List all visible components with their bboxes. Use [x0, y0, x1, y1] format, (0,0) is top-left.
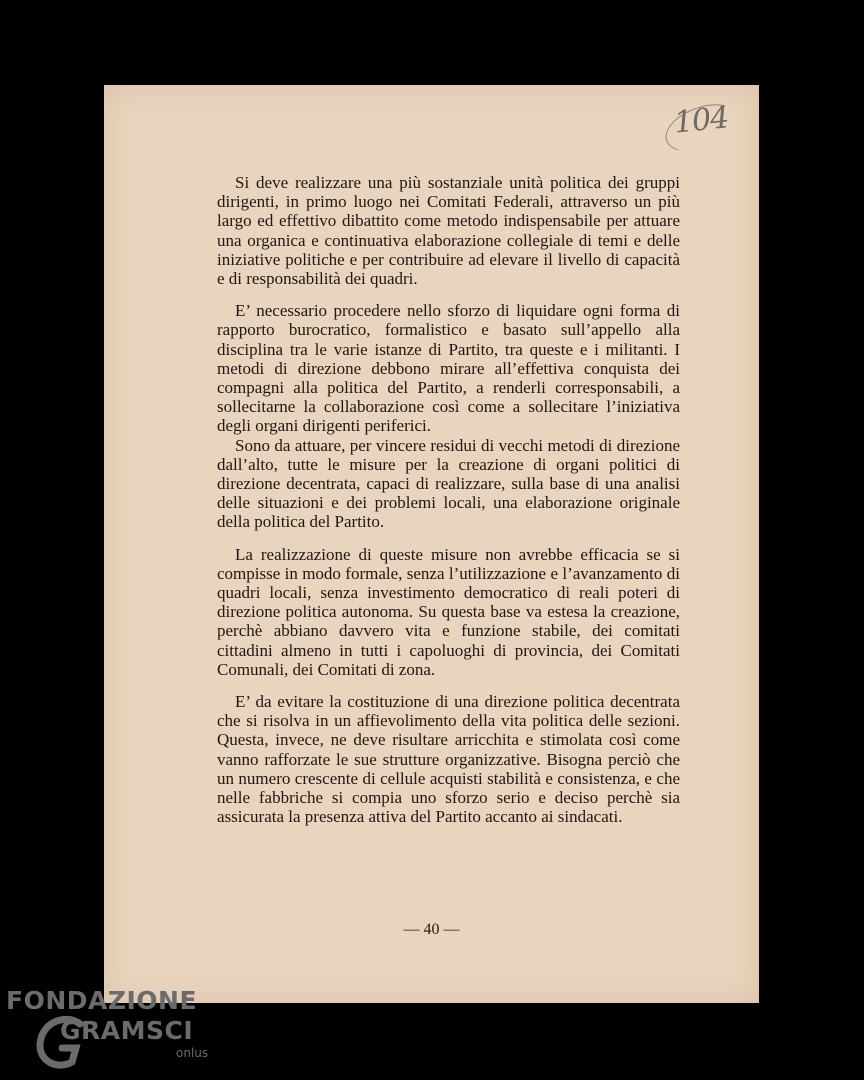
- paragraph-1: Si deve realizzare una più sostanziale unità politica dei gruppi dirigenti, in primo luogo nei Comitati Federali, attraverso un più largo ed effettivo dibattito come metodo indispensabile per attuare una organica e continuativa elaborazione collegiale di temi e delle iniziative politiche e per contribuire ad elevare il livello di capacità e di responsabilità dei quadri.: [217, 173, 680, 289]
- archive-number: 104: [672, 100, 730, 141]
- page-number: — 40 —: [403, 921, 460, 938]
- paragraph-4: La realizzazione di queste misure non avrebbe efficacia se si compisse in modo formale, senza l’utilizzazione e l’avanzamento di quadri locali, senza investimento democratico di reali poteri di direzione politica autonoma. Su questa base va estesa la creazione, perchè abbiano davvero vita e funzione stabile, dei comitati cittadini almeno in tutti i capoluoghi di provincia, dei Comitati Comunali, dei Comitati di zona.: [217, 544, 680, 679]
- fondazione-gramsci-logo: [4, 986, 219, 1076]
- document-page: [104, 85, 759, 1003]
- paragraph-3: Sono da attuare, per vincere residui di vecchi metodi di direzione dall’alto, tutte le misure per la creazione di organi politici di direzione decentrata, capaci di realizzare, sulla base di una analisi delle situazioni e dei problemi locali, una elaborazione originale della politica del Partito.: [217, 435, 680, 532]
- paragraph-2: E’ necessario procedere nello sforzo di liquidare ogni forma di rapporto burocratico, formalistico e basato sull’appello alla disciplina tra le varie istanze di Partito, tra queste e i militanti. I metodi di direzione debbono mirare all’effettiva conquista dei compagni alla politica del Partito, a renderli corresponsabili, a sollecitarne la collaborazione così come a sollecitare l’iniziativa degli organi dirigenti periferici.: [217, 301, 680, 436]
- logo-line-onlus: onlus: [176, 1046, 209, 1060]
- logo-line-fondazione: FONDAZIONE: [6, 986, 198, 1015]
- logo-line-gramsci: GRAMSCI: [60, 1016, 194, 1045]
- paragraph-5: E’ da evitare la costituzione di una direzione politica decentrata che si risolva in un affievolimento della vita politica delle sezioni. Questa, invece, ne deve risultare arricchita e stimolata così come vanno rafforzate le sue strutture organizzative. Bisogna perciò che un numero crescente di cellule acquisti stabilità e consistenza, e che nelle fabbriche si compia uno sforzo serio e deciso perchè sia assicurata la presenza attiva del Partito accanto ai sindacati.: [217, 692, 680, 827]
- body-text: [217, 173, 680, 827]
